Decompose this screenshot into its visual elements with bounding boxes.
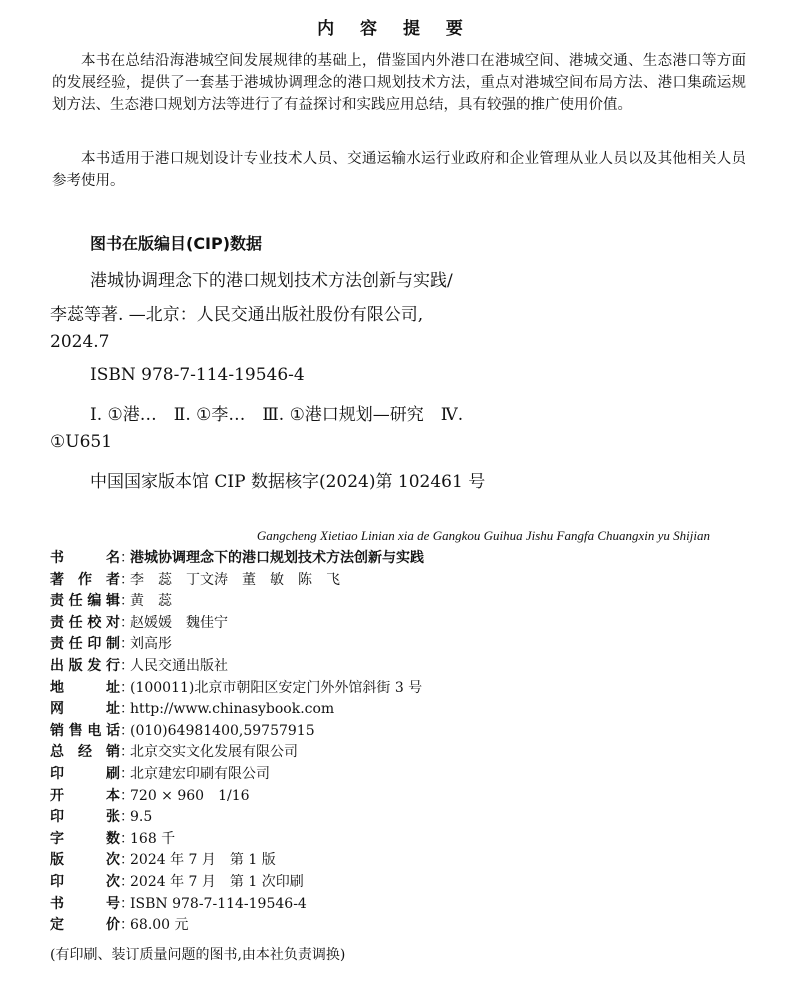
colophon-value: http://www.chinasybook.com	[130, 701, 335, 718]
colophon-row	[50, 915, 189, 935]
colophon-row	[50, 872, 304, 892]
colophon-label: 书名	[50, 550, 120, 566]
colophon-colon: ：	[120, 917, 134, 934]
colophon-row	[50, 656, 228, 676]
colophon-label: 书号	[50, 895, 120, 912]
colophon-value: 2024 年 7 月 第 1 次印刷	[130, 874, 304, 890]
colophon-value: 720 × 960 1/16	[130, 787, 250, 804]
colophon-value: 黄 蕊	[130, 593, 172, 610]
colophon-colon: ：	[120, 830, 134, 847]
colophon-colon: ：	[120, 614, 134, 631]
colophon-row	[50, 699, 334, 719]
cip-classification: Ⅰ. ①港… Ⅱ. ①李… Ⅲ. ①港口规划—研究 Ⅳ.	[90, 405, 464, 425]
colophon-label: 责任编辑	[50, 593, 120, 610]
colophon-colon: ：	[120, 787, 134, 804]
colophon-label: 责任校对	[50, 614, 120, 631]
colophon-value: 人民交通出版社	[130, 658, 228, 674]
pinyin-title: Gangcheng Xietiao Linian xia de Gangkou Guihua Jishu Fangfa Chuangxin yu Shijian	[256, 528, 710, 543]
quality-footnote: (有印刷、装订质量问题的图书,由本社负责调换)	[50, 947, 346, 963]
cip-classification-cont: ①U651	[50, 432, 113, 452]
colophon-value: ISBN 978-7-114-19546-4	[130, 895, 307, 912]
colophon-row	[50, 807, 152, 827]
colophon-row	[50, 829, 175, 849]
colophon-colon: ：	[120, 874, 134, 890]
summary-paragraph-1: 本书在总结沿海港城空间发展规律的基础上，借鉴国内外港口在港城空间、港城交通、生态港口等方面的发展经验，提供了一套基于港城协调理念的港口规划技术方法，重点对港城空间布局方法、港口集疏运规划方法、生态港口规划方法等进行了有益探讨和实践应用总结，具有较强的推广使用价值。	[52, 53, 746, 113]
colophon-colon: ：	[120, 571, 134, 588]
colophon-value: 北京交实文化发展有限公司	[130, 744, 298, 761]
colophon-label: 印张	[50, 809, 120, 826]
colophon-row	[50, 764, 270, 784]
colophon-colon: ：	[120, 809, 134, 826]
colophon-label: 印刷	[50, 766, 120, 782]
colophon-label: 开本	[50, 787, 120, 804]
colophon-row	[50, 721, 315, 741]
colophon-value: 168 千	[130, 830, 176, 847]
colophon-colon: ：	[120, 722, 134, 739]
page-title: 内 容 提 要	[317, 19, 473, 39]
colophon-label: 销售电话	[50, 722, 120, 739]
colophon-value: 赵媛媛 魏佳宁	[130, 614, 228, 631]
colophon-label: 地址	[50, 679, 120, 696]
colophon-row	[50, 786, 250, 806]
colophon-row	[50, 678, 422, 698]
colophon-label: 责任印制	[50, 636, 120, 653]
colophon-colon: ：	[120, 550, 134, 566]
colophon-value: 2024 年 7 月 第 1 版	[130, 852, 276, 869]
colophon-colon: ：	[120, 744, 134, 761]
colophon-label: 印次	[50, 874, 120, 890]
colophon-row	[50, 548, 424, 568]
colophon-label: 版次	[50, 852, 120, 869]
colophon-colon: ：	[120, 658, 134, 674]
colophon-row	[50, 570, 340, 590]
colophon-value: (010)64981400,59757915	[130, 722, 315, 739]
colophon-value: 68.00 元	[130, 917, 189, 934]
colophon-row	[50, 634, 172, 654]
cip-record-number: 中国国家版本馆 CIP 数据核字(2024)第 102461 号	[90, 472, 486, 492]
colophon-row	[50, 742, 298, 762]
colophon-label: 著作者	[50, 571, 120, 588]
colophon-label: 字数	[50, 830, 120, 847]
colophon-colon: ：	[120, 895, 134, 912]
colophon-value: 刘高彤	[130, 636, 172, 653]
cip-line-3: 2024.7	[50, 332, 110, 352]
colophon-value: 9.5	[130, 809, 153, 826]
cip-isbn: ISBN 978-7-114-19546-4	[90, 365, 305, 385]
colophon-value: (100011)北京市朝阳区安定门外外馆斜街 3 号	[130, 679, 423, 696]
colophon-row	[50, 850, 276, 870]
colophon-label: 定价	[50, 917, 120, 934]
colophon-value: 北京建宏印刷有限公司	[130, 766, 270, 782]
colophon-label: 出版发行	[50, 658, 120, 674]
colophon-colon: ：	[120, 701, 134, 718]
summary-paragraph-2: 本书适用于港口规划设计专业技术人员、交通运输水运行业政府和企业管理从业人员以及其他相关人员参考使用。	[52, 151, 746, 189]
colophon-colon: ：	[120, 636, 134, 653]
colophon-colon: ：	[120, 679, 134, 696]
colophon-value: 港城协调理念下的港口规划技术方法创新与实践	[130, 550, 424, 566]
cip-line-1: 港城协调理念下的港口规划技术方法创新与实践/	[90, 271, 453, 291]
colophon-row	[50, 591, 172, 611]
colophon-row	[50, 613, 228, 633]
colophon-value: 李 蕊 丁文涛 董 敏 陈 飞	[130, 571, 340, 588]
colophon-label: 网址	[50, 701, 120, 718]
colophon-colon: ：	[120, 593, 134, 610]
cip-line-2: 李蕊等著. —北京：人民交通出版社股份有限公司,	[50, 305, 424, 325]
colophon-colon: ：	[120, 852, 134, 869]
colophon-colon: ：	[120, 766, 134, 782]
cip-heading: 图书在版编目(CIP)数据	[90, 234, 263, 253]
colophon-label: 总经销	[50, 744, 120, 761]
colophon-row	[50, 894, 307, 914]
